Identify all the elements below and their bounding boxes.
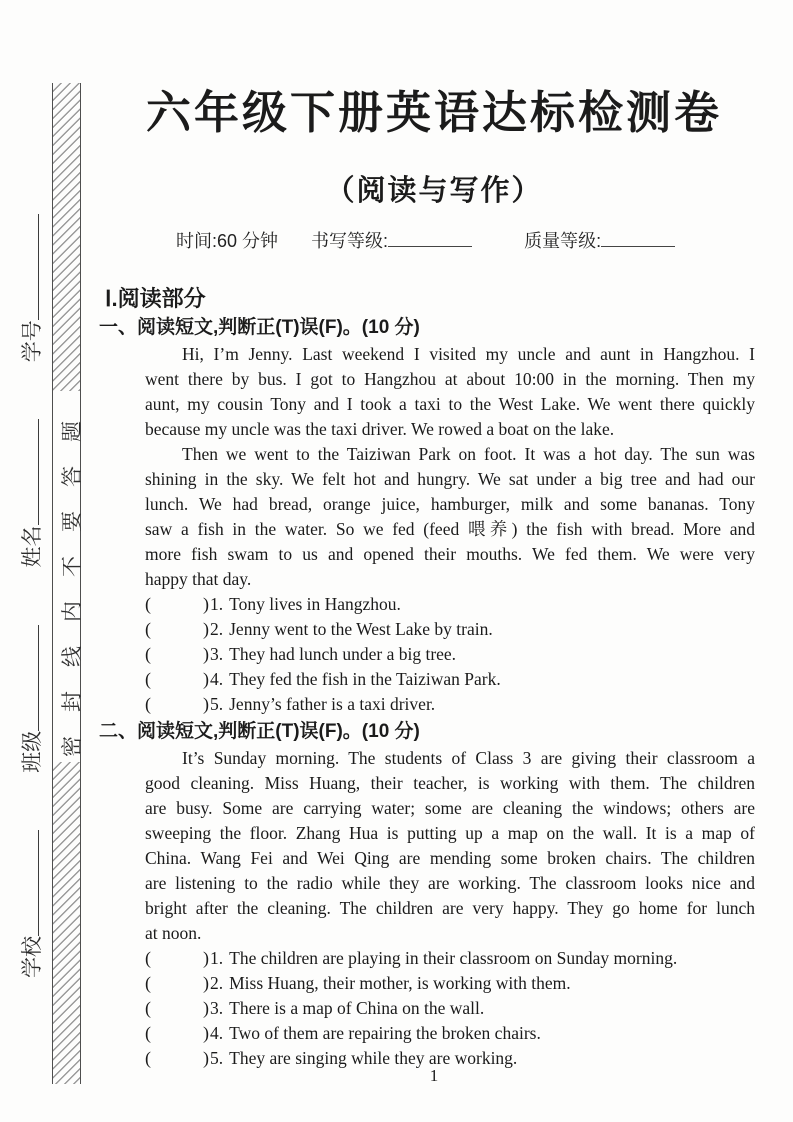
school-label: 学校 — [20, 936, 44, 978]
passage-line: It’s Sunday morning. The students of Class 3 are giving their classroom a — [182, 748, 755, 768]
passage-line: China. Wang Fei and Wei Qing are mending some broken chairs. The children — [145, 848, 755, 868]
question-text: They are singing while they are working. — [229, 1048, 518, 1068]
question-text: They had lunch under a big tree. — [229, 644, 457, 664]
passage-line: shining in the sky. We felt hot and hungry. We sat under a big tree and had our — [145, 469, 755, 489]
answer-bracket-open: ( — [145, 998, 151, 1018]
question-number: 2. — [210, 619, 224, 639]
section2-heading: 二、阅读短文,判断正(T)误(F)。(10 分) — [99, 721, 420, 742]
writing-grade-blank — [388, 228, 472, 247]
student-number-label: 学号 — [20, 320, 44, 363]
part1-heading: Ⅰ.阅读部分 — [105, 286, 206, 311]
question-text: Jenny’s father is a taxi driver. — [229, 694, 436, 714]
answer-bracket-open: ( — [145, 973, 151, 993]
question-text: Jenny went to the West Lake by train. — [229, 619, 493, 639]
answer-bracket-open: ( — [145, 948, 151, 968]
school-field — [16, 830, 46, 978]
section1-heading: 一、阅读短文,判断正(T)误(F)。(10 分) — [99, 317, 420, 338]
answer-bracket-close: ) — [203, 973, 209, 993]
question-text: Two of them are repairing the broken chairs. — [229, 1023, 541, 1043]
answer-bracket-open: ( — [145, 1023, 151, 1043]
question-number: 2. — [210, 973, 224, 993]
question-row — [145, 946, 755, 971]
question-number: 5. — [210, 1048, 224, 1068]
passage-line: aunt, my cousin Tony and I took a taxi to the West Lake. We went there quickly — [145, 394, 755, 414]
margin-student-fields — [16, 158, 44, 978]
passage-line: happy that day. — [145, 569, 252, 589]
question-text: Tony lives in Hangzhou. — [229, 594, 401, 614]
answer-bracket-close: ) — [203, 669, 209, 689]
passage-line: bright after the cleaning. The children are very happy. They go home for lunch — [145, 898, 755, 918]
seal-hatch-bottom — [53, 762, 80, 1084]
question-text: There is a map of China on the wall. — [229, 998, 485, 1018]
name-field — [16, 420, 46, 568]
question-number: 3. — [210, 644, 224, 664]
answer-bracket-open: ( — [145, 644, 151, 664]
question-text: The children are playing in their classroom on Sunday morning. — [229, 948, 678, 968]
quality-grade-field — [524, 231, 675, 251]
question-row — [145, 642, 755, 667]
exam-info-row — [176, 227, 675, 253]
passage-line: saw a fish in the water. So we fed (feed 喂养) the fish with bread. More and — [145, 519, 755, 539]
page-number: 1 — [429, 1066, 439, 1085]
passage-line: Hi, I’m Jenny. Last weekend I visited my uncle and aunt in Hangzhou. I — [182, 344, 755, 364]
passage-line: Then we went to the Taiziwan Park on foot. It was a hot day. The sun was — [182, 444, 755, 464]
question-row — [145, 592, 755, 617]
question-row — [145, 1021, 755, 1046]
writing-grade-label: 书写等级: — [311, 231, 389, 251]
quality-grade-label: 质量等级: — [524, 231, 602, 251]
seal-notice-text: 密封线内不要答题 — [61, 397, 84, 757]
time-limit-label: 时间:60 分钟 — [176, 231, 279, 251]
answer-bracket-close: ) — [203, 948, 209, 968]
page-title: 六年级下册英语达标检测卷 — [145, 87, 722, 138]
answer-bracket-close: ) — [203, 694, 209, 714]
answer-bracket-close: ) — [203, 594, 209, 614]
question-number: 5. — [210, 694, 224, 714]
question-row — [145, 617, 755, 642]
class-blank — [18, 625, 39, 731]
answer-bracket-open: ( — [145, 694, 151, 714]
answer-bracket-close: ) — [203, 998, 209, 1018]
question-number: 4. — [210, 669, 224, 689]
class-label: 班级 — [20, 730, 44, 773]
question-row — [145, 667, 755, 692]
answer-bracket-open: ( — [145, 1048, 151, 1068]
question-number: 4. — [210, 1023, 224, 1043]
answer-bracket-close: ) — [203, 644, 209, 664]
paper-header — [113, 88, 755, 209]
student-number-blank — [18, 214, 39, 320]
passage-line: went there by bus. I got to Hangzhou at about 10:00 in the morning. Then my — [145, 369, 755, 389]
passage-line: sweeping the floor. Zhang Hua is putting up a map on the wall. It is a map of — [145, 823, 755, 843]
question-row — [145, 996, 755, 1021]
question-row — [145, 692, 755, 717]
passage-line: at noon. — [145, 923, 202, 943]
answer-bracket-close: ) — [203, 619, 209, 639]
question-text: They fed the fish in the Taiziwan Park. — [229, 669, 501, 689]
page-subtitle: （阅读与写作） — [325, 174, 543, 207]
passage-line: more fish swam to us and opened their mouths. We fed them. We were very — [145, 544, 755, 564]
name-blank — [18, 420, 39, 526]
quality-grade-blank — [601, 228, 675, 247]
school-blank — [18, 830, 39, 936]
passage-line: are listening to the radio while they are working. The classroom looks nice and — [145, 873, 755, 893]
question-number: 1. — [210, 594, 224, 614]
passage-line: lunch. We had bread, orange juice, hamburger, milk and some bananas. Tony — [145, 494, 755, 514]
exam-body — [99, 285, 755, 1071]
answer-bracket-close: ) — [203, 1048, 209, 1068]
seal-hatch-top — [53, 83, 80, 391]
answer-bracket-open: ( — [145, 619, 151, 639]
passage-line: good cleaning. Miss Huang, their teacher, is working with them. The children — [145, 773, 755, 793]
student-number-field — [16, 214, 46, 362]
answer-bracket-open: ( — [145, 594, 151, 614]
class-field — [16, 625, 46, 773]
passage-line: because my uncle was the taxi driver. We rowed a boat on the lake. — [145, 419, 615, 439]
question-row — [145, 971, 755, 996]
passage-line: are busy. Some are carrying water; some are cleaning the windows; others are — [145, 798, 755, 818]
question-text: Miss Huang, their mother, is working with them. — [229, 973, 571, 993]
writing-grade-field — [311, 231, 472, 251]
question-number: 3. — [210, 998, 224, 1018]
answer-bracket-open: ( — [145, 669, 151, 689]
answer-bracket-close: ) — [203, 1023, 209, 1043]
question-number: 1. — [210, 948, 224, 968]
name-label: 姓名 — [20, 525, 44, 568]
